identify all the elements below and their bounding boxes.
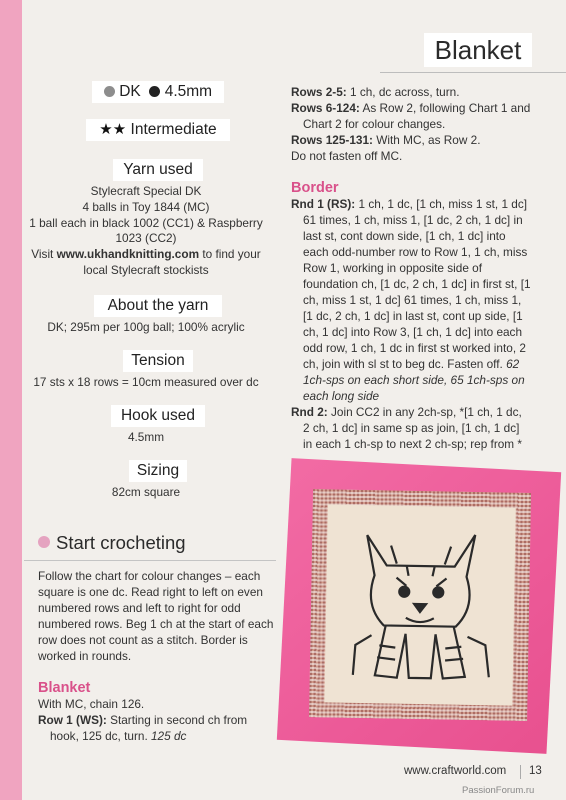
fasten-note: Do not fasten off MC. [291, 149, 403, 163]
stockist-link[interactable]: www.ukhandknitting.com [56, 247, 200, 262]
difficulty-level: Intermediate [130, 121, 217, 138]
yarn-weight: DK [119, 83, 141, 100]
footer-separator [520, 765, 521, 779]
hook-used-heading: Hook used [111, 405, 205, 427]
blanket-center [324, 504, 515, 705]
page-number: 13 [529, 765, 542, 777]
hook-used-text: 4.5mm [127, 430, 165, 444]
level-pill [86, 119, 230, 141]
blanket-image [309, 489, 531, 721]
row-1-instruction: Row 1 (WS): Starting in second ch from hook, 125 dc, turn. 125 dc [38, 713, 248, 743]
rows-instructions [291, 84, 531, 164]
hook-icon [149, 86, 160, 97]
yarn-used-text [28, 184, 264, 279]
section-divider [24, 560, 276, 561]
rows-6-124: Rows 6-124: As Row 2, following Chart 1 and Chart 2 for colour changes. [291, 101, 531, 131]
yarn-line-3: 1 ball each in black 1002 (CC1) & Raspberry 1023 (CC2) [29, 215, 263, 246]
hook-size: 4.5mm [164, 83, 213, 100]
tension-heading: Tension [123, 350, 193, 372]
rows-2-5: Rows 2-5: 1 ch, dc across, turn. [291, 85, 460, 99]
footer-url[interactable]: www.craftworld.com [404, 765, 507, 777]
side-color-bar [0, 0, 22, 800]
about-yarn-text: DK; 295m per 100g ball; 100% acrylic [47, 320, 245, 334]
blanket-photo [277, 458, 561, 754]
border-instructions [291, 180, 531, 452]
round-2: Rnd 2: Join CC2 in any 2ch-sp, *[1 ch, 1 dc, 2 ch, 1 dc] in same sp as join, [1 ch, 1 dc] in each 1 ch-sp to next 2 ch-sp; rep from * [291, 405, 523, 451]
tension-text: 17 sts x 18 rows = 10cm measured over dc [33, 375, 259, 389]
yarn-used-heading: Yarn used [113, 159, 203, 181]
title-divider [380, 72, 566, 73]
sizing-heading: Sizing [129, 460, 187, 482]
bullet-dot-icon [38, 536, 50, 548]
rows-125-131: Rows 125-131: With MC, as Row 2. [291, 133, 481, 147]
watermark: PassionForum.ru [462, 785, 535, 796]
cat-motif-icon [324, 504, 515, 705]
start-intro: Follow the chart for colour changes – each square is one dc. Read right to left on even numbered rows and left to right for odd numbered rows. Beg 1 ch at the start of each row does not count as a stitch. Border is worked in rounds. [38, 569, 274, 663]
blanket-heading: Blanket [38, 680, 91, 696]
difficulty-stars: ★★ [99, 121, 127, 138]
border-heading: Border [291, 180, 339, 196]
about-yarn-heading: About the yarn [94, 295, 222, 317]
yarn-visit-line: Visit www.ukhandknitting.com to find your local Stylecraft stockists [31, 247, 261, 277]
round-1: Rnd 1 (RS): 1 ch, 1 dc, [1 ch, miss 1 st, 1 dc] 61 times, 1 ch, miss 1, [1 dc, 2 ch, 1 dc] in last st, cont down side, [1 ch, 1 dc] into each odd-number row to Row 1, 1 ch, miss Row 1, working in opposite side of foundation ch, [1 dc, 2 ch, 1 dc] in first st, [1 ch, miss 1 st, 1 dc] 61 times, 1 ch, miss 1, [1 dc, 2 ch, 1 dc] in last st, cont up side, [1 ch, 1 dc] into Row 3, [1 ch, 1 dc] into each odd row, 1 ch, 1 dc in first st worked into, 2 ch, join with sl st to beg dc. Fasten off. 62 1ch-sps on each short side, 65 1ch-sps on each long side [291, 197, 531, 403]
spec-pill [92, 81, 224, 103]
start-crocheting-heading: Start crocheting [38, 532, 274, 554]
yarn-line-1: Stylecraft Special DK [90, 184, 202, 198]
sizing-text: 82cm square [111, 485, 181, 499]
page-title: Blanket [424, 33, 532, 67]
yarn-line-2: 4 balls in Toy 1844 (MC) [82, 199, 210, 214]
blanket-section [38, 680, 276, 744]
blanket-line-1: With MC, chain 126. [38, 697, 145, 711]
yarn-ball-icon [104, 86, 115, 97]
